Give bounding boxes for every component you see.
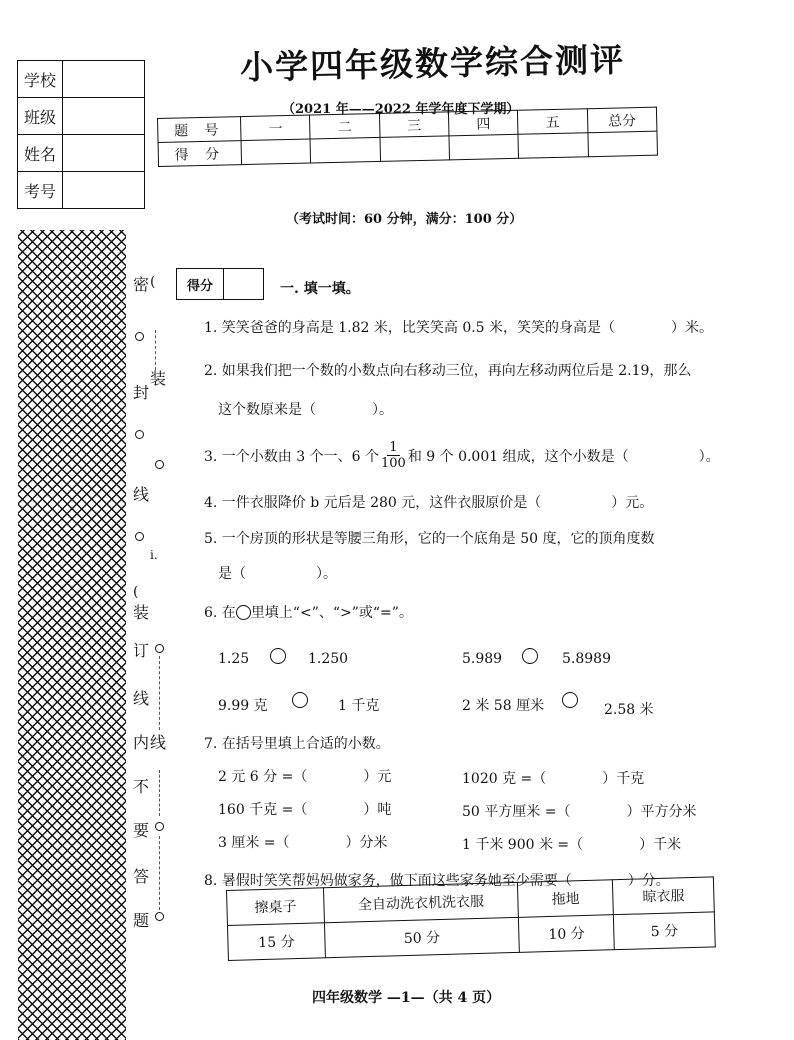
chore-name: 拖地 [518, 880, 614, 918]
binding-char: 线 [133, 689, 150, 708]
compare-right: 1 千克 [338, 698, 380, 714]
question-6-post: 里填上“<”、“>”或“=”。 [250, 605, 413, 621]
binding-dash-line [159, 656, 160, 730]
binding-circle-mark [135, 430, 144, 439]
question-5-line1: 5. 一个房顶的形状是等腰三角形，它的一个底角是 50 度，它的顶角度数 [204, 531, 655, 547]
score-col: 一 [241, 115, 311, 141]
circle-placeholder-icon [236, 605, 251, 620]
fraction-denominator: 100 [380, 456, 406, 471]
question-5-line2: 是（ ）。 [218, 566, 337, 582]
binding-char: 不 [133, 777, 150, 796]
question-3 [204, 440, 720, 471]
conversion-item: 2 元 6 分 =（ ）元 [218, 769, 392, 785]
school-year-subtitle: （2021 年——2022 年学年度下学期） [282, 102, 520, 117]
binding-circle-mark [155, 912, 164, 921]
binding-dash-line [159, 836, 160, 910]
binding-char: 密 [133, 275, 150, 294]
binding-hatch-strip [18, 230, 126, 1040]
chore-time: 50 分 [324, 917, 519, 957]
conversion-item: 50 平方厘米 =（ ）平方分米 [462, 804, 697, 820]
info-field-id[interactable] [63, 172, 145, 209]
info-label-id: 考号 [18, 172, 63, 209]
score-table [157, 107, 658, 167]
compare-right: 1.250 [308, 651, 349, 667]
binding-char: 答 [133, 867, 150, 886]
binding-circle-mark [155, 644, 164, 653]
score-cell[interactable] [518, 133, 588, 159]
score-cell[interactable] [380, 136, 450, 162]
page-title: 小学四年级数学综合测评 [239, 39, 626, 88]
score-cell[interactable] [241, 139, 311, 165]
info-label-class: 班级 [18, 98, 63, 135]
exam-info: （考试时间：60 分钟，满分：100 分） [286, 212, 523, 227]
chore-time: 5 分 [614, 912, 716, 950]
question-6 [204, 602, 413, 622]
info-label-school: 学校 [18, 61, 63, 98]
section-score-box [176, 268, 264, 300]
question-2-line2: 这个数原来是（ ）。 [218, 402, 393, 418]
score-col: 五 [518, 109, 588, 135]
binding-paren: ( [133, 584, 139, 600]
score-row-label: 得 分 [158, 141, 242, 167]
score-header-label: 题 号 [158, 117, 242, 143]
binding-mark: 装 [150, 369, 167, 388]
binding-paren: ( [150, 274, 156, 290]
compare-circle[interactable] [292, 692, 308, 708]
question-1: 1. 笑笑爸爸的身高是 1.82 米，比笑笑高 0.5 米，笑笑的身高是（ ）米。 [204, 320, 714, 336]
page-footer: 四年级数学 —1—（共 4 页） [312, 990, 501, 1006]
fraction [381, 440, 406, 471]
conversion-item: 1020 克 =（ ）千克 [462, 771, 645, 787]
binding-mark: 线 [150, 733, 167, 752]
score-col: 四 [448, 110, 518, 136]
compare-left: 9.99 克 [218, 698, 268, 714]
binding-char: 内 [133, 733, 150, 752]
chore-name: 全自动洗衣机洗衣服 [323, 882, 518, 922]
binding-char: 要 [133, 821, 150, 840]
score-col: 三 [379, 112, 449, 138]
chore-time: 10 分 [519, 915, 615, 953]
compare-right: 2.58 米 [604, 702, 654, 718]
binding-char: 封 [133, 383, 150, 402]
question-3-part1: 3. 一个小数由 3 个一、6 个 [204, 448, 379, 465]
score-col: 总分 [587, 107, 657, 133]
question-3-part2: 和 9 个 0.001 组成，这个小数是（ ）。 [407, 448, 720, 465]
score-cell[interactable] [310, 137, 380, 163]
section-score-label: 得分 [177, 269, 224, 299]
info-field-name[interactable] [63, 135, 145, 172]
student-info-table [17, 60, 145, 209]
score-col: 二 [310, 113, 380, 139]
compare-left: 5.989 [462, 651, 503, 667]
binding-circle-mark [135, 532, 144, 541]
fraction-numerator: 1 [389, 440, 398, 455]
binding-char: 装 [133, 603, 150, 622]
question-7: 7. 在括号里填上合适的小数。 [204, 736, 390, 752]
score-cell[interactable] [449, 134, 519, 160]
binding-char: 题 [133, 911, 150, 930]
question-8: 8. 暑假时笑笑帮妈妈做家务，做下面这些家务她至少需要（ ）分。 [204, 873, 670, 889]
compare-left: 1.25 [218, 651, 250, 667]
section-title: 一. 填一填。 [280, 281, 360, 297]
chores-table [226, 876, 716, 961]
binding-char: 订 [133, 641, 150, 660]
conversion-item: 3 厘米 =（ ）分米 [218, 835, 388, 851]
conversion-item: 1 千米 900 米 =（ ）千米 [462, 837, 682, 853]
binding-dash-line [159, 770, 160, 816]
compare-circle[interactable] [522, 648, 538, 664]
conversion-item: 160 千克 =（ ）吨 [218, 802, 392, 818]
binding-dash-line [155, 330, 156, 370]
binding-dot-mark: i. [150, 548, 158, 562]
info-label-name: 姓名 [18, 135, 63, 172]
chore-time: 15 分 [227, 923, 325, 961]
chore-name: 晾衣服 [613, 877, 715, 915]
section-score-cell[interactable] [224, 269, 263, 299]
chore-name: 擦桌子 [227, 888, 325, 926]
binding-circle-mark [135, 332, 144, 341]
question-6-pre: 6. 在 [204, 605, 236, 621]
info-field-school[interactable] [63, 61, 145, 98]
score-cell[interactable] [588, 131, 658, 157]
compare-circle[interactable] [562, 692, 578, 708]
question-2-line1: 2. 如果我们把一个数的小数点向右移动三位，再向左移动两位后是 2.19，那么 [204, 363, 692, 379]
compare-circle[interactable] [270, 648, 286, 664]
binding-circle-mark [155, 460, 164, 469]
binding-char: 线 [133, 485, 150, 504]
compare-right: 5.8989 [562, 651, 611, 667]
info-field-class[interactable] [63, 98, 145, 135]
binding-circle-mark [155, 822, 164, 831]
question-4: 4. 一件衣服降价 b 元后是 280 元，这件衣服原价是（ ）元。 [204, 495, 654, 511]
compare-left: 2 米 58 厘米 [462, 698, 545, 714]
